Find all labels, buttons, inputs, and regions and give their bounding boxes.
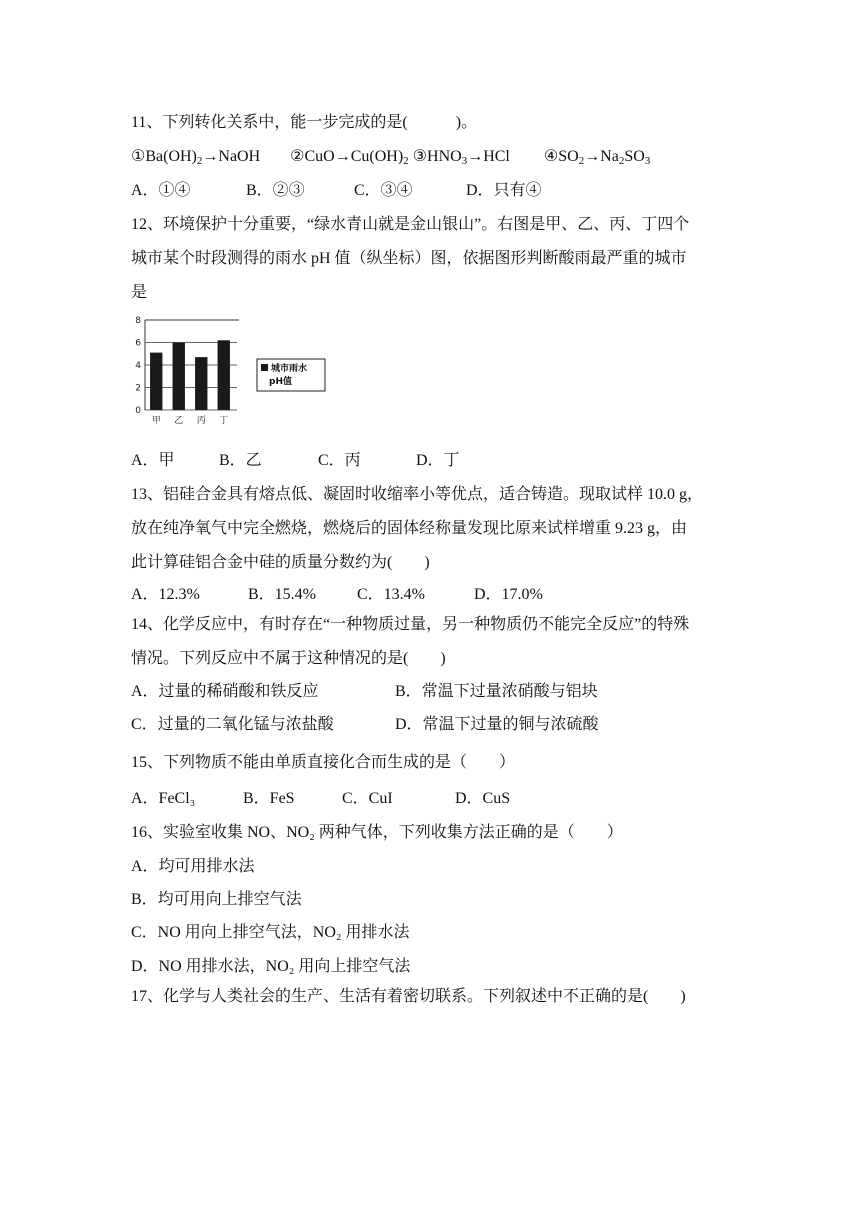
q15-option-c: C．CuI [342, 790, 393, 807]
q14-option-d: D．常温下过量的铜与浓硫酸 [395, 716, 599, 733]
legend-label-line1: 城市雨水 [271, 364, 308, 374]
q15-option-d: D．CuS [455, 790, 511, 807]
bar [195, 357, 207, 410]
q12-option-a: A．甲 [131, 452, 175, 469]
legend-swatch [261, 364, 268, 371]
q12-option-c: C．丙 [318, 452, 361, 469]
y-tick-label: 4 [135, 361, 141, 371]
q11-item-2: $②CuO\to Cu(OH)_2$ [290, 148, 409, 167]
q16-option-c: C．NO 用向上排空气法，NO₂ 用排水法 [131, 924, 410, 941]
q13-line-2: 放在纯净氧气中完全燃烧，燃烧后的固体经称量发现比原来试样增重 9.23 g，由 [131, 520, 688, 537]
q12-line-3: 是 [131, 284, 148, 301]
q11-item-4: $④SO_2\to Na_2SO_3$ [543, 148, 651, 167]
q14-line-1: 14、化学反应中，有时存在“一种物质过量，另一种物质仍不能完全反应”的特殊 [131, 616, 690, 633]
q11-items [131, 146, 650, 168]
bar [150, 353, 162, 410]
x-tick-label: 乙 [174, 416, 184, 426]
x-tick-label: 丁 [219, 416, 229, 426]
q11-option-b: B．②③ [246, 182, 305, 199]
q15-option-b: B．FeS [243, 790, 295, 807]
q12-line-2: 城市某个时段测得的雨水 pH 值（纵坐标）图，依据图形判断酸雨最严重的城市 [131, 250, 687, 267]
q17-stem: 17、化学与人类社会的生产、生活有着密切联系。下列叙述中不正确的是( ) [131, 988, 686, 1005]
q14-option-b: B．常温下过量浓硝酸与铝块 [395, 683, 598, 700]
q13-line-1: 13、铝硅合金具有熔点低、凝固时收缩率小等优点，适合铸造。现取试样 10.0 g， [131, 486, 704, 503]
q14-line-2: 情况。下列反应中不属于这种情况的是( ) [131, 650, 446, 667]
q12-option-d: D．丁 [416, 452, 460, 469]
ph-bar-chart [131, 314, 331, 434]
q16-option-a: A．均可用排水法 [131, 858, 255, 875]
q13-option-d: D．17.0% [474, 586, 543, 603]
x-tick-label: 丙 [196, 416, 206, 426]
q15-stem: 15、下列物质不能由单质直接化合而生成的是（ ） [131, 754, 516, 771]
q11-option-d: D．只有④ [466, 182, 542, 199]
y-tick-label: 2 [135, 383, 141, 394]
q13-line-3: 此计算硅铝合金中硅的质量分数约为( ) [131, 554, 430, 571]
q16-stem: 16、实验室收集 NO、NO₂ 两种气体，下列收集方法正确的是（ ） [131, 824, 623, 841]
q11-item-3: $③HNO_3\to HCl$ [412, 148, 510, 167]
q16-option-d: D．NO 用排水法，NO₂ 用向上排空气法 [131, 958, 411, 975]
q15-option-a: A．FeCl₃ [131, 790, 196, 807]
x-tick-label: 甲 [151, 416, 161, 426]
legend-label-line2: pH值 [269, 377, 292, 387]
q11-item-1: $①Ba(OH)_2\to NaOH$ [131, 148, 261, 167]
q14-option-a: A．过量的稀硝酸和铁反应 [131, 683, 319, 700]
y-tick-label: 8 [135, 316, 141, 326]
q11-option-c: C．③④ [354, 182, 413, 199]
q12-option-b: B．乙 [219, 452, 262, 469]
q11-option-a: A．①④ [131, 182, 191, 199]
chart-legend [257, 359, 325, 391]
bar [218, 340, 230, 410]
q11-stem: 11、下列转化关系中，能一步完成的是( )。 [131, 114, 478, 131]
y-tick-label: 6 [135, 338, 141, 349]
q13-option-a: A．12.3% [131, 586, 200, 603]
q16-option-b: B．均可用向上排空气法 [131, 891, 302, 908]
q13-option-c: C．13.4% [357, 586, 426, 603]
q14-option-c: C．过量的二氧化锰与浓盐酸 [131, 716, 334, 733]
q12-line-1: 12、环境保护十分重要，“绿水青山就是金山银山”。右图是甲、乙、丙、丁四个 [131, 216, 690, 233]
q13-option-b: B．15.4% [248, 586, 317, 603]
chart-bars [150, 340, 230, 426]
y-tick-label: 0 [135, 406, 141, 416]
bar [173, 343, 185, 411]
